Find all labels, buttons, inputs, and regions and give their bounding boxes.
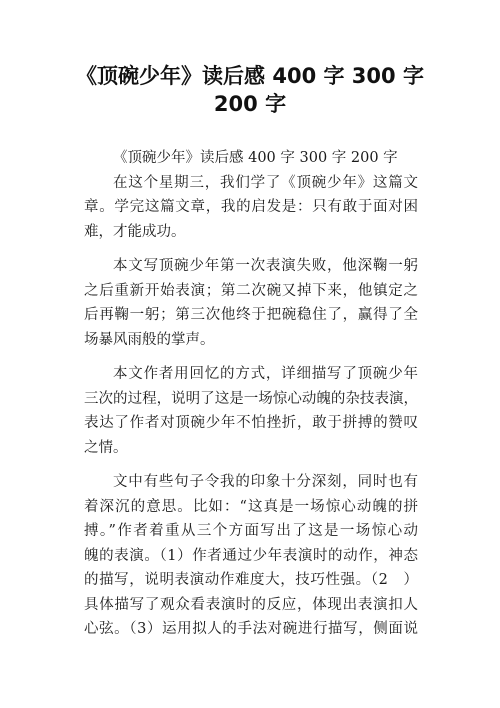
paragraph-line: 场暴风雨般的掌声。 xyxy=(84,331,215,348)
document-title-line-1: 《顶碗少年》读后感 400 字 300 字 xyxy=(76,64,424,88)
paragraph-line: 在这个星期三，我们学了《顶碗少年》这篇文 xyxy=(113,174,418,191)
paragraph-line: 章。学完这篇文章，我的启发是：只有敢于面对困 xyxy=(84,199,418,215)
document-body xyxy=(84,146,418,642)
paragraph-3 xyxy=(84,362,418,460)
paragraph-line: 难，才能成功。 xyxy=(84,223,186,240)
paragraph-line: 的描写，说明表演动作难度大，技巧性强。（2 ） xyxy=(84,572,418,588)
paragraph-line: 之后重新开始表演；第二次碗又掉下来，他镇定之 xyxy=(84,282,418,299)
paragraph-line: 三次的过程，说明了这是一场惊心动魄的杂技表演， xyxy=(84,390,418,407)
paragraph-line: 文中有些句子令我的印象十分深刻，同时也有 xyxy=(113,474,418,490)
paragraph-line: 搏。”作者着重从三个方面写出了这是一场惊心动 xyxy=(84,523,418,539)
subtitle-line: 《顶碗少年》读后感 400 字 300 字 200 字 xyxy=(113,150,398,166)
paragraph-4 xyxy=(84,470,418,642)
paragraph-1 xyxy=(84,171,418,245)
paragraph-line: 着深沉的意思。比如：“这真是一场惊心动魄的拼 xyxy=(84,498,418,515)
paragraph-line: 心弦。（3）运用拟人的手法对碗进行描写，侧面说 xyxy=(84,621,418,637)
paragraph-2 xyxy=(84,254,418,352)
paragraph-line: 之情。 xyxy=(84,439,128,456)
paragraph-line: 本文写顶碗少年第一次表演失败，他深鞠一躬 xyxy=(113,258,418,274)
paragraph-line: 本文作者用回忆的方式，详细描写了顶碗少年 xyxy=(113,366,418,382)
paragraph-line: 表达了作者对顶碗少年不怕挫折，敢于拼搏的赞叹 xyxy=(84,415,418,431)
paragraph-line: 后再鞠一躬；第三次他终于把碗稳住了，赢得了全 xyxy=(84,307,418,323)
document-title-line-2: 200 字 xyxy=(213,92,287,116)
paragraph-line: 具体描写了观众看表演时的反应，体现出表演扣人 xyxy=(84,596,418,613)
paragraph-line: 魄的表演。（1）作者通过少年表演时的动作，神态 xyxy=(84,547,418,564)
